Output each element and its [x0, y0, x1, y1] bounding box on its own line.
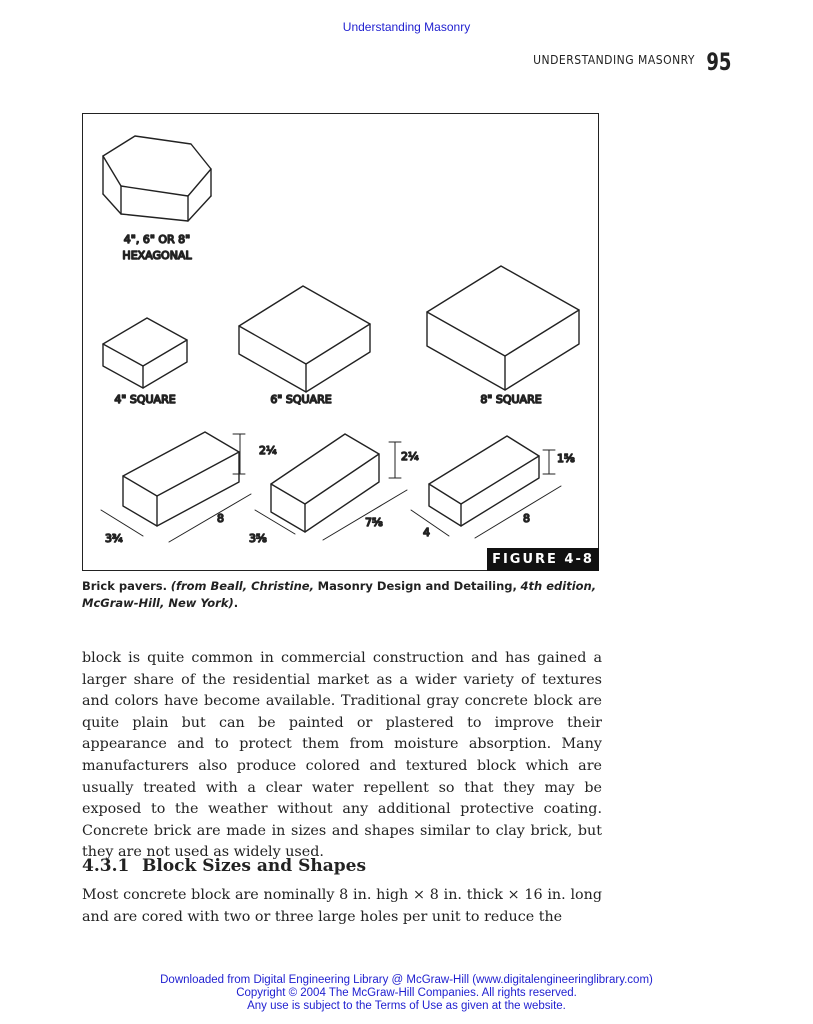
sq4-label: 4" SQUARE: [114, 393, 176, 406]
dim-c-length: 8: [523, 512, 530, 525]
hexagonal-paver: [103, 136, 211, 221]
caption-title: Masonry Design and Detailing,: [317, 579, 517, 593]
caption-part2: 4th edition, McGraw-Hill, New York): [82, 579, 597, 610]
dim-c-width: 4: [423, 526, 430, 539]
figure-4-8: [82, 113, 599, 571]
dim-c-height: 1⅝: [557, 452, 575, 465]
hex-label-1: 4", 6" OR 8": [123, 233, 191, 246]
section-number: 4.3.1: [82, 856, 130, 876]
sq6-label: 6" SQUARE: [270, 393, 332, 406]
dim-b-height: 2¼: [401, 450, 419, 463]
figure-label: FIGURE 4-8: [487, 548, 599, 571]
square-paver-8in: [427, 266, 579, 390]
running-head: UNDERSTANDING MASONRY: [533, 53, 695, 67]
section-heading: [82, 856, 602, 876]
dim-a-height: 2¼: [259, 444, 277, 457]
dim-b-length: 7⅝: [365, 516, 383, 529]
hex-label-2: HEXAGONAL: [122, 249, 192, 262]
square-paver-4in: [103, 318, 187, 388]
caption-part1: (from Beall, Christine,: [170, 579, 314, 593]
square-paver-6in: [239, 286, 370, 392]
dim-b-width: 3⅝: [249, 532, 267, 545]
body-paragraph-2: Most concrete block are nominally 8 in. high × 8 in. thick × 16 in. long and are cored with two or three large holes per unit to reduce the: [82, 887, 602, 925]
brick-paver-b: [255, 434, 407, 540]
caption-lead: Brick pavers.: [82, 579, 168, 593]
dim-a-width: 3¾: [105, 532, 123, 545]
top-link[interactable]: Understanding Masonry: [342, 20, 471, 34]
page-number: 95: [705, 48, 731, 76]
brick-paver-a: [101, 432, 251, 542]
body-paragraph-1: block is quite common in commercial construction and has gained a larger share of the residential market as a wider variety of textures and colors have become available. Traditional gray concrete block are quite plain but can be painted or plastered to improve their appearance and to protect them from moisture absorption. Many manufacturers also produce colored and textured block which are usually treated with a clear water repellent so that they may be exposed to the weather without any additional protective coating. Concrete brick are made in sizes and shapes similar to clay brick, but they are not used as widely used.: [82, 650, 602, 861]
sq8-label: 8" SQUARE: [480, 393, 542, 406]
dim-a-length: 8: [217, 512, 224, 525]
footer-line-3: Any use is subject to the Terms of Use as given at the website.: [247, 1000, 566, 1012]
footer-line-2: Copyright © 2004 The McGraw-Hill Companies. All rights reserved.: [236, 987, 577, 999]
brick-pavers-drawing: [83, 114, 600, 572]
footer: [0, 974, 813, 1013]
caption-end: .: [233, 596, 239, 610]
footer-line-1[interactable]: Downloaded from Digital Engineering Library @ McGraw-Hill (www.digitalengineeringlibrary.com): [160, 974, 653, 986]
figure-caption: [82, 578, 602, 612]
brick-paver-c: [411, 436, 561, 538]
section-title: Block Sizes and Shapes: [142, 856, 367, 876]
